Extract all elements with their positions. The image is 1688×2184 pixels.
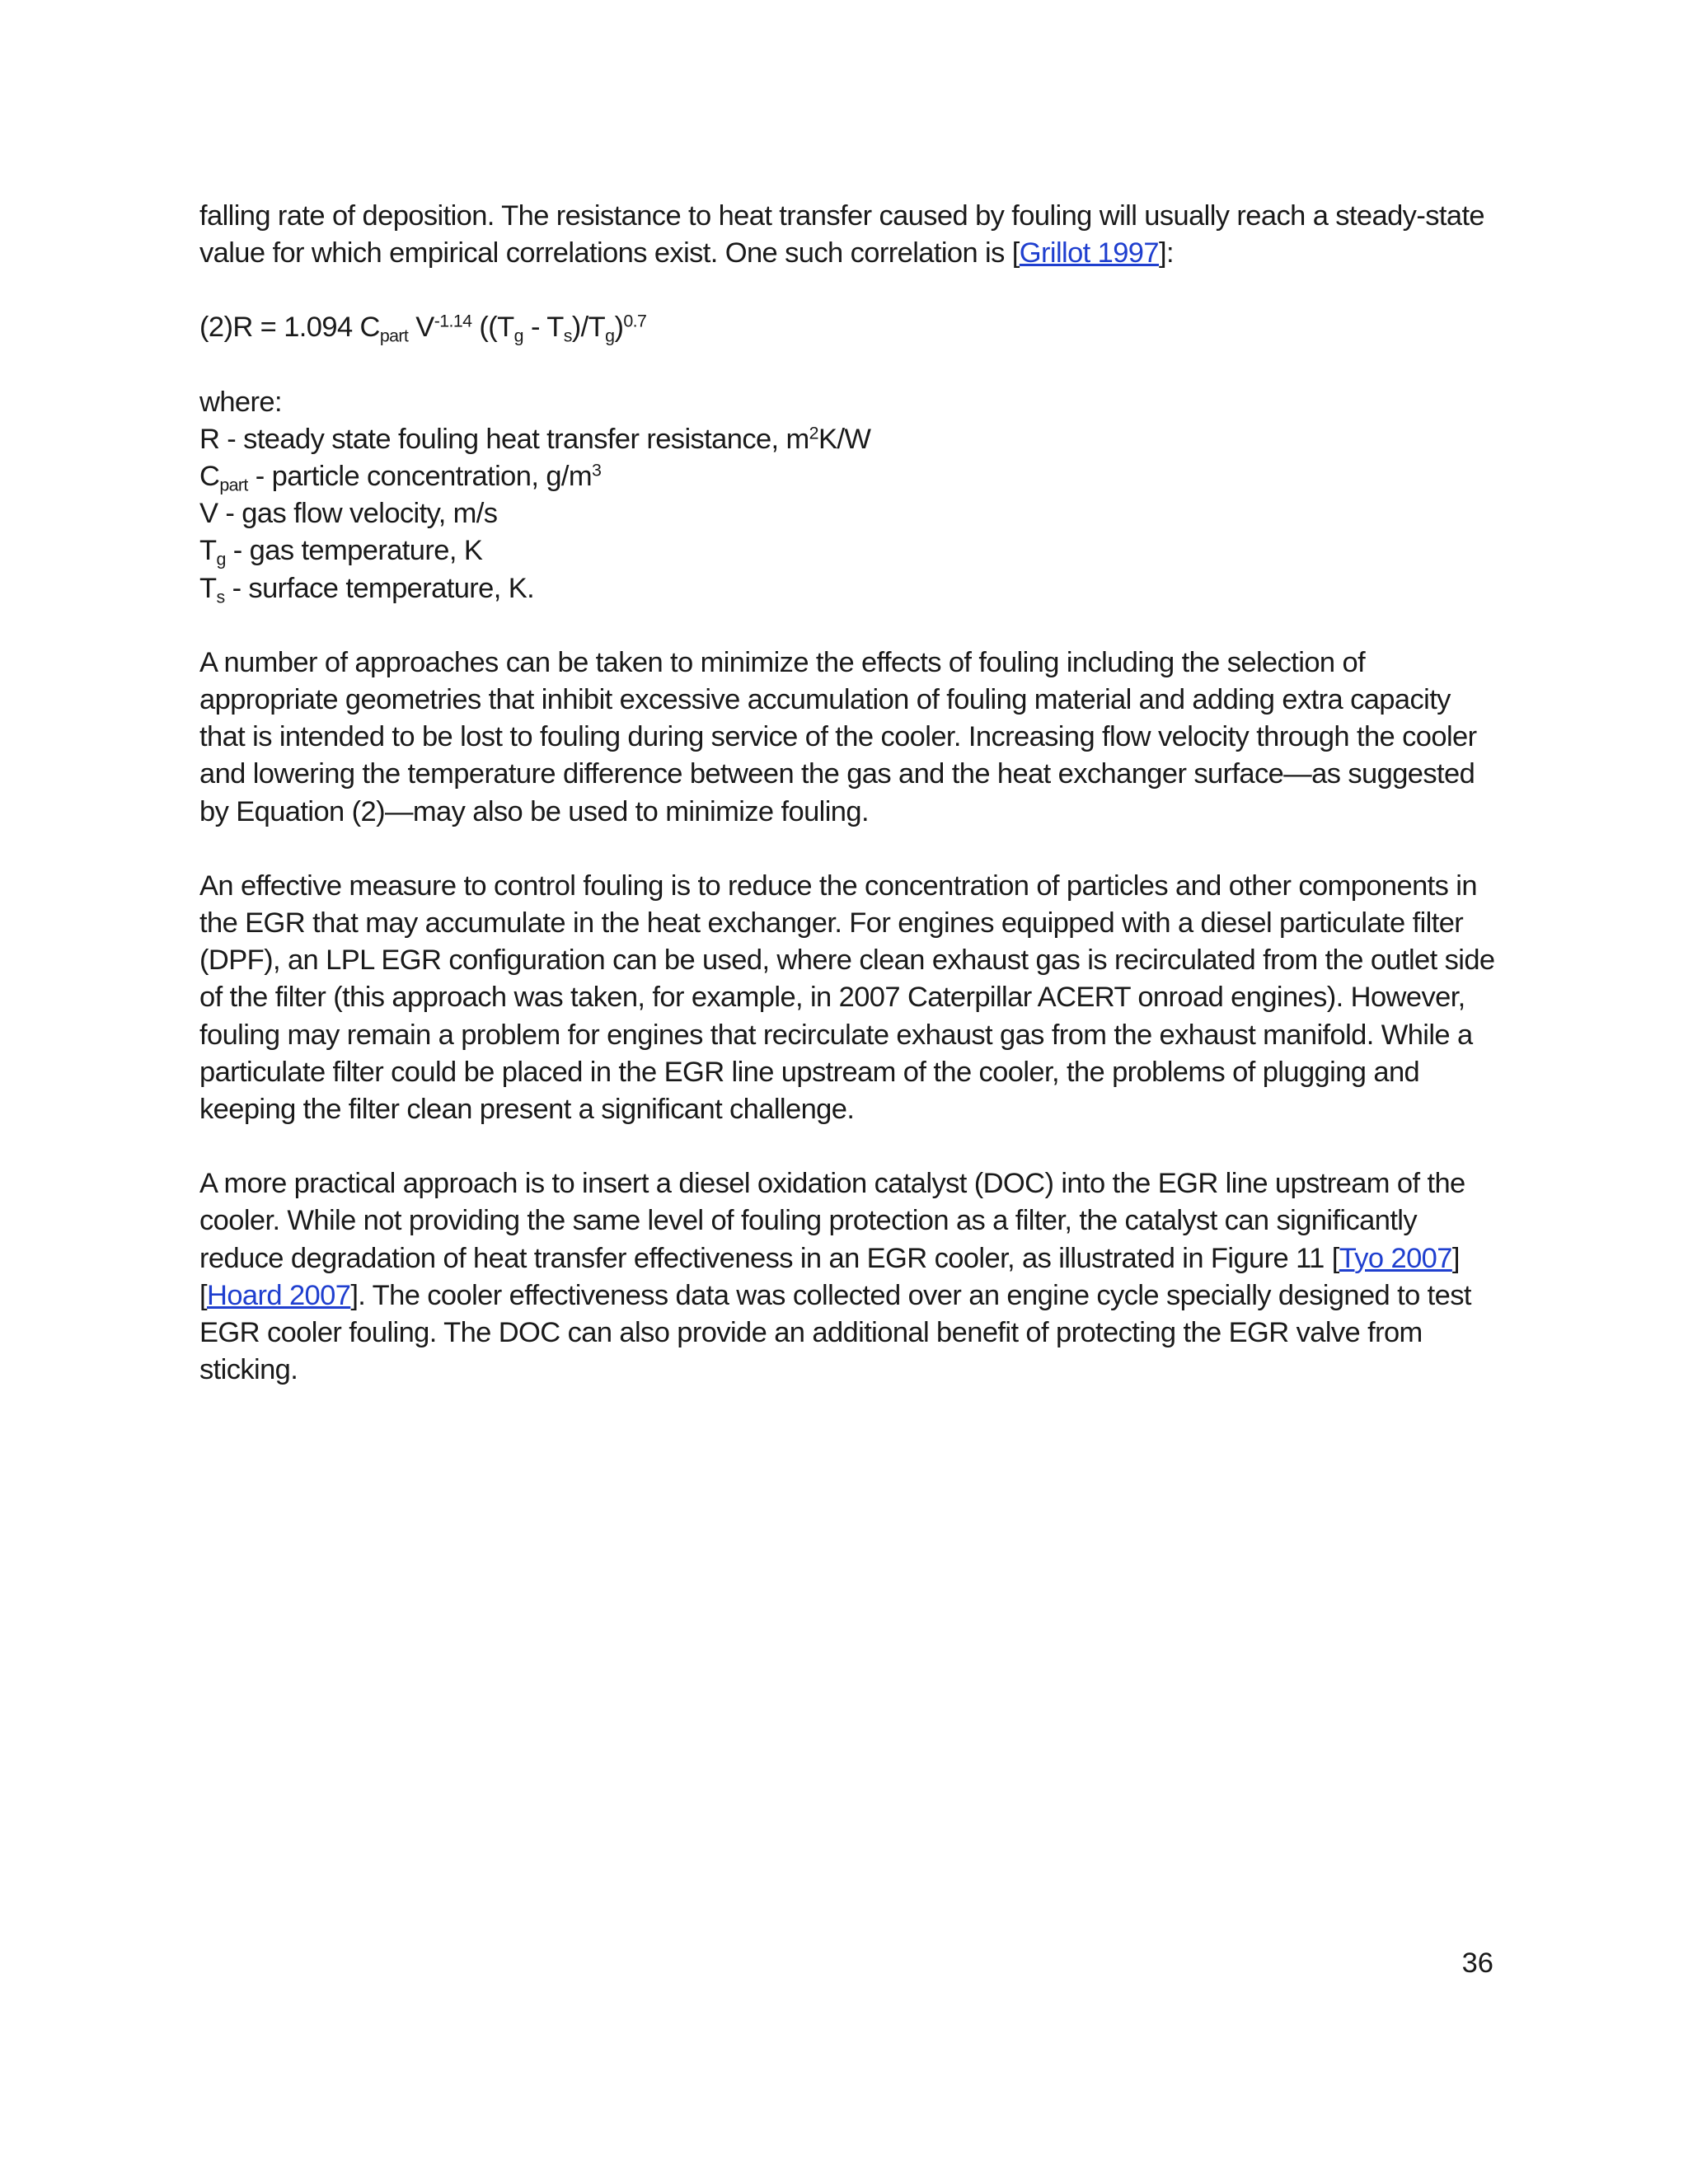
definition-c-text: - particle concentration, g/m <box>247 461 593 493</box>
definition-tg <box>199 532 1502 569</box>
paragraph-control-fouling: An effective measure to control fouling is to reduce the concentration of particles and other components in the EGR that may accumulate in the heat exchanger. For engines equipped with a diesel particulate filter (DPF), an LPL EGR configuration can be used, where clean exhaust gas is recirculated from the outlet side of the filter (this approach was taken, for example, in 2007 Caterpillar ACERT onroad engines). However, fouling may remain a problem for engines that recirculate exhaust gas from the exhaust manifold. While a particulate filter could be placed in the EGR line upstream of the cooler, the problems of plugging and keeping the filter clean present a significant challenge. <box>199 869 1495 1126</box>
equation-close-paren: ) <box>614 312 624 344</box>
citation-separator: ][ <box>199 1242 1460 1311</box>
definition-tg-symbol: T <box>199 535 217 567</box>
definition-c-sub: part <box>219 475 248 495</box>
paragraph-doc <box>199 1165 1502 1389</box>
definition-tg-sub: g <box>216 549 226 569</box>
citation-link-tyo-2007[interactable]: Tyo 2007 <box>1339 1242 1452 1274</box>
definition-ts <box>199 570 1502 607</box>
equation-2 <box>199 309 1502 346</box>
citation-link-grillot-1997[interactable]: Grillot 1997 <box>1019 237 1159 269</box>
equation-prefix: (2)R = 1.094 C <box>199 312 380 344</box>
equation-g2-subscript: g <box>605 326 615 346</box>
definition-c-sup: 3 <box>592 460 602 480</box>
equation-c-subscript: part <box>379 326 409 346</box>
definition-tg-text: - gas temperature, K <box>225 535 483 567</box>
definition-ts-symbol: T <box>199 572 217 604</box>
page-number: 36 <box>1461 1947 1493 1979</box>
definition-cpart <box>199 458 1502 495</box>
equation-v: V <box>408 312 434 344</box>
paragraph-doc-text: A more practical approach is to insert a diesel oxidation catalyst (DOC) into the EGR line upstream of the cooler. While not providing the same level of fouling protection as a filter, the catalyst can significantly reduce degradation of heat transfer effectiveness in an EGR cooler, as illustrated in Figure 11 [ <box>199 1168 1465 1274</box>
paragraph-intro <box>199 198 1502 272</box>
equation-v-exponent: -1.14 <box>434 311 472 331</box>
body-text <box>199 198 1502 1389</box>
paragraph-intro-end: ]: <box>1158 237 1174 269</box>
equation-s-subscript: s <box>563 326 572 346</box>
where-label: where: <box>199 386 282 418</box>
definition-r-text: R - steady state fouling heat transfer resistance, m <box>199 423 809 455</box>
definition-c-symbol: C <box>199 461 220 493</box>
citation-link-hoard-2007[interactable]: Hoard 2007 <box>207 1279 351 1311</box>
equation-exponent: 0.7 <box>623 311 647 331</box>
equation-open-paren: ((T <box>471 312 514 344</box>
definition-ts-sub: s <box>216 587 225 607</box>
paragraph-approaches: A number of approaches can be taken to minimize the effects of fouling including the selection of appropriate geometries that inhibit excessive accumulation of fouling material and adding extra capacity that is intended to be lost to fouling during service of the cooler. Increasing flow velocity through the cooler and lowering the temperature difference between the gas and the heat exchanger surface—as suggested by Equation (2)—may also be used to minimize fouling. <box>199 646 1477 827</box>
definition-r-sup: 2 <box>809 423 818 443</box>
equation-divide: )/T <box>571 312 606 344</box>
equation-g-subscript: g <box>513 326 523 346</box>
definition-v: V - gas flow velocity, m/s <box>199 498 498 530</box>
paragraph-doc-end: ]. The cooler effectiveness data was collected over an engine cycle specially designed to test EGR cooler fouling. The DOC can also provide an additional benefit of protecting the EGR valve from sticking. <box>199 1279 1471 1386</box>
paragraph-intro-text: falling rate of deposition. The resistance to heat transfer caused by fouling will usually reach a steady-state value for which empirical correlations exist. One such correlation is [ <box>199 200 1485 269</box>
definition-ts-text: - surface temperature, K. <box>224 572 535 604</box>
equation-minus: - T <box>523 312 564 344</box>
definition-r-unit: K/W <box>818 423 871 455</box>
definition-r <box>199 421 1502 458</box>
